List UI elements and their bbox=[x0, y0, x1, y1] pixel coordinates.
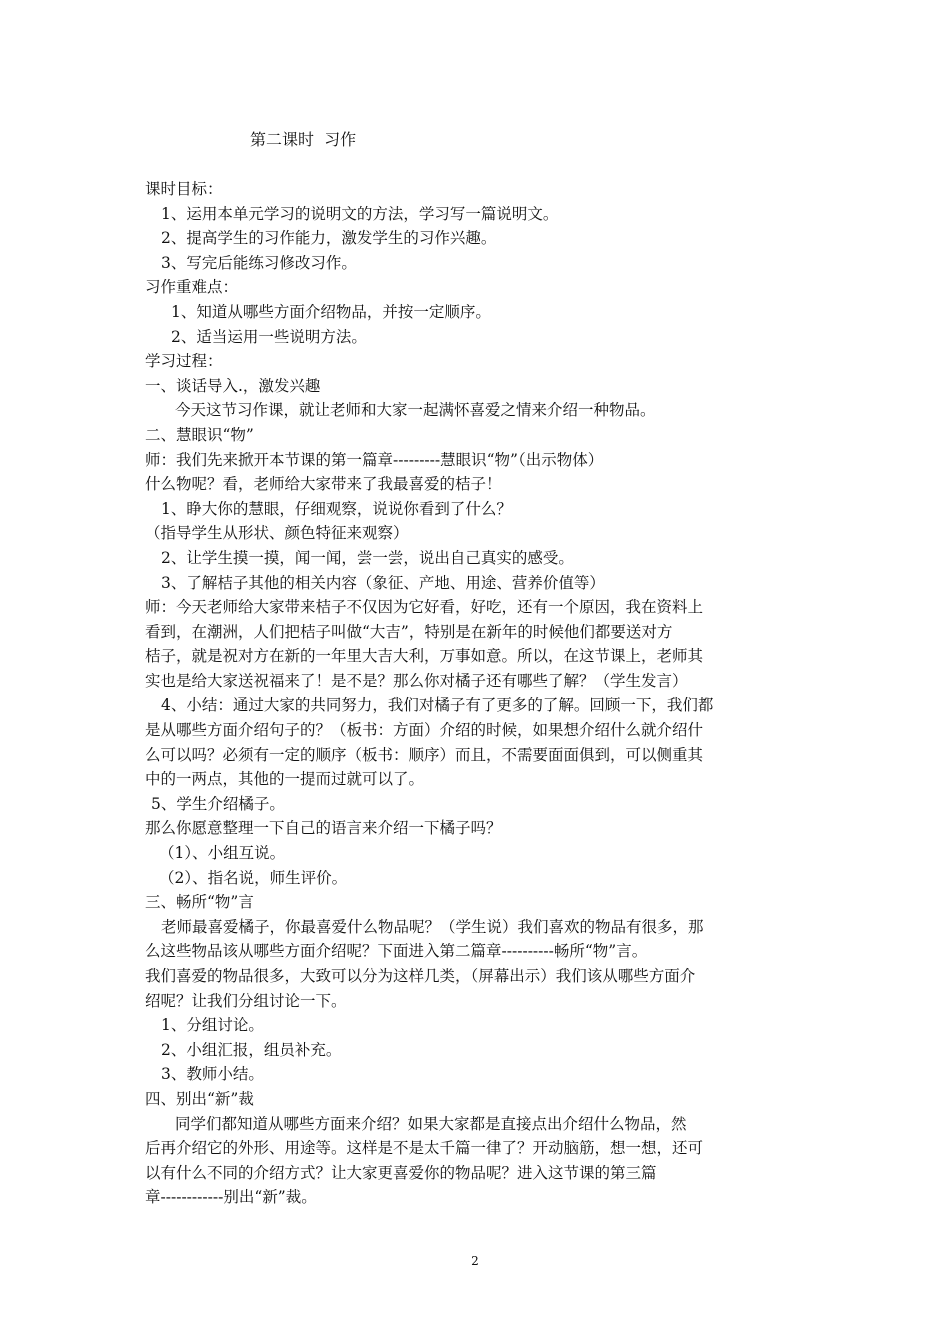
text-line: 1、睁大你的慧眼，仔细观察，说说你看到了什么？ bbox=[161, 499, 512, 518]
text-line: 5、学生介绍橘子。 bbox=[151, 794, 285, 813]
text-line: 课时目标： bbox=[145, 180, 223, 198]
text-line: 1、分组讨论。 bbox=[161, 1016, 264, 1035]
text-line: 我们喜爱的物品很多，大致可以分为这样几类，（屏幕出示）我们该从哪些方面介 bbox=[145, 967, 696, 985]
text-line: 后再介绍它的外形、用途等。这样是不是太千篇一律了？开动脑筋，想一想，还可 bbox=[145, 1139, 704, 1158]
text-line: 2、让学生摸一摸，闻一闻，尝一尝，说出自己真实的感受。 bbox=[161, 548, 574, 567]
text-line: 以有什么不同的介绍方式？让大家更喜爱你的物品呢？进入这节课的第三篇 bbox=[145, 1163, 657, 1182]
text-line: （1）、小组互说。 bbox=[159, 844, 286, 863]
text-line: 看到，在潮洲，人们把桔子叫做“大吉”，特别是在新年的时候他们都要送对方 bbox=[145, 622, 673, 641]
text-line: 学习过程： bbox=[145, 352, 223, 371]
text-line: 1、知道从哪些方面介绍物品，并按一定顺序。 bbox=[171, 302, 491, 321]
text-line: 么可以吗？必须有一定的顺序（板书：顺序）而且，不需要面面俱到，可以侧重其 bbox=[145, 745, 704, 764]
text-line: 四、别出“新”裁 bbox=[145, 1089, 254, 1108]
text-line: 2、小组汇报，组员补充。 bbox=[161, 1040, 342, 1059]
text-line: 今天这节习作课，就让老师和大家一起满怀喜爱之情来介绍一种物品。 bbox=[175, 401, 656, 420]
text-line: 二、慧眼识“物” bbox=[145, 425, 254, 444]
text-line: 么这些物品该从哪些方面介绍呢？下面进入第二篇章----------畅所“物”言。 bbox=[145, 942, 648, 961]
text-line: 习作重难点： bbox=[145, 278, 239, 297]
text-line: 中的一两点，其他的一提而过就可以了。 bbox=[145, 770, 425, 789]
text-line: 4、小结：通过大家的共同努力，我们对橘子有了更多的了解。回顾一下，我们都 bbox=[161, 696, 714, 715]
page-number: 2 bbox=[471, 1254, 479, 1268]
text-line: 师：我们先来掀开本节课的第一篇章---------慧眼识“物”（出示物体） bbox=[145, 450, 604, 469]
document-body bbox=[145, 177, 810, 1210]
text-line: 同学们都知道从哪些方面来介绍？如果大家都是直接点出介绍什么物品，然 bbox=[175, 1114, 687, 1133]
text-line: 那么你愿意整理一下自己的语言来介绍一下橘子吗？ bbox=[145, 819, 502, 838]
text-line: 绍呢？让我们分组讨论一下。 bbox=[145, 991, 347, 1010]
text-line: 3、了解桔子其他的相关内容（象征、产地、用途、营养价值等） bbox=[161, 573, 605, 592]
text-line: 老师最喜爱橘子，你最喜爱什么物品呢？（学生说）我们喜欢的物品有很多，那 bbox=[161, 917, 704, 936]
text-line: 是从哪些方面介绍句子的？（板书：方面）介绍的时候，如果想介绍什么就介绍什 bbox=[145, 721, 704, 740]
text-line: 2、适当运用一些说明方法。 bbox=[171, 327, 367, 346]
text-line: 2、提高学生的习作能力，激发学生的习作兴趣。 bbox=[161, 229, 497, 248]
text-line: 实也是给大家送祝福来了！是不是？那么你对橘子还有哪些了解？（学生发言） bbox=[145, 671, 688, 690]
text-line: 三、畅所“物”言 bbox=[145, 893, 254, 912]
text-line: 一、谈话导入.，激发兴趣 bbox=[145, 376, 321, 395]
lesson-title: 第二课时 习作 bbox=[250, 130, 357, 149]
text-line: 章------------别出“新”裁。 bbox=[145, 1188, 317, 1207]
text-line: （2）、指名说，师生评价。 bbox=[159, 868, 348, 887]
text-line: 师：今天老师给大家带来桔子不仅因为它好看，好吃，还有一个原因，我在资料上 bbox=[145, 598, 704, 617]
text-line: 3、教师小结。 bbox=[161, 1065, 264, 1084]
text-line: 什么物呢？看，老师给大家带来了我最喜爱的桔子！ bbox=[145, 475, 502, 494]
text-line: （指导学生从形状、颜色特征来观察） bbox=[145, 524, 409, 543]
text-line: 桔子，就是祝对方在新的一年里大吉大利，万事如意。所以，在这节课上，老师其 bbox=[145, 647, 704, 666]
text-line: 1、运用本单元学习的说明文的方法，学习写一篇说明文。 bbox=[161, 204, 559, 223]
text-line: 3、写完后能练习修改习作。 bbox=[161, 253, 357, 272]
